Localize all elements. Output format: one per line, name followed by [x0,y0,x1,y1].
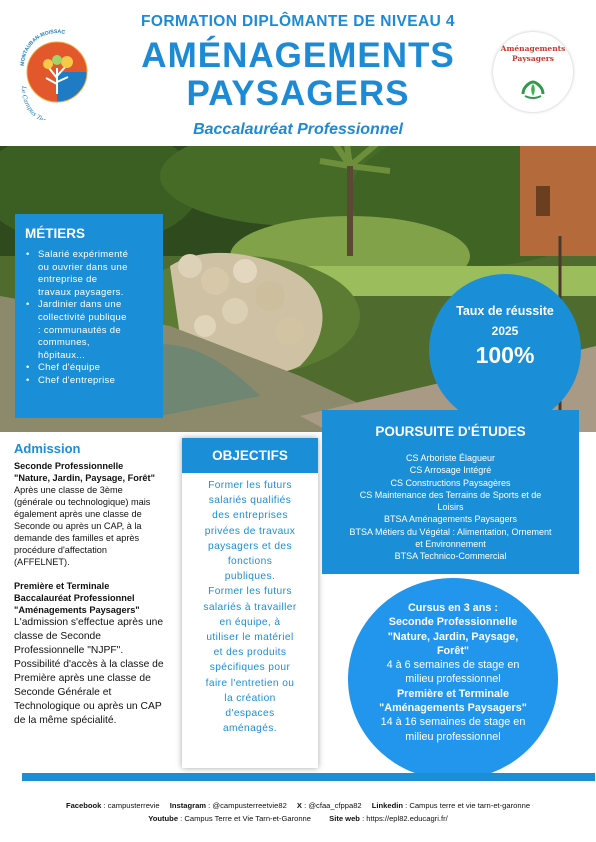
objectifs-title: OBJECTIFS [182,438,318,473]
admission-seconde-line: Après une classe de 3ème [14,485,123,495]
admission-title: Admission [14,441,81,456]
objectifs-line: Former les futurs [208,480,292,491]
admission-premiere-line: Première après une classe de [14,673,151,684]
page-title [120,37,476,113]
objectifs-text [194,478,306,736]
admission-premiere-line: de la même spécialité. [14,715,117,726]
facebook-link[interactable]: : campusterrevie [101,801,160,810]
cursus-circle [348,578,558,780]
objectifs-line: salariés qualifiés [208,495,292,507]
poursuite-item: BTSA Métiers du Végétal : Alimentation, Ornement [349,526,552,537]
formation-level: FORMATION DIPLÔMANTE DE NIVEAU 4 [141,13,455,30]
objectifs-line: d'espaces [225,708,275,720]
metiers-list [25,249,153,388]
poursuite-title: POURSUITE D'ÉTUDES [375,424,526,439]
objectifs-line: publiques. [224,571,276,583]
admission-seconde-line: (générale ou technologique) mais [14,497,151,507]
admission-seconde-line: demande des familles et après [14,533,140,543]
poursuite-etudes-box [322,410,579,574]
cursus-stage-1-line-2: milieu professionnel [405,673,501,686]
metiers-line: • Chef d'équipe [38,362,101,374]
cursus-stage-2-line-1: 14 à 16 semaines de stage en [380,716,526,729]
logo-arc-bottom: Le Campus Te [19,85,45,120]
success-rate-value: 100% [475,342,535,368]
cursus-stage-2-line-2: milieu professionnel [405,730,501,743]
poursuite-item: CS Constructions Paysagères [390,477,511,488]
admission-premiere-specialty: "Aménagements Paysagers" [14,605,140,615]
plant-hand-icon [519,78,547,102]
poursuite-item: et Environnement [415,539,486,550]
footer [0,800,596,825]
metiers-line: • Jardinier dans une [38,299,122,311]
objectifs-line: et des produits [213,647,287,659]
metiers-box [15,214,163,418]
footer-line-1 [0,800,596,813]
objectifs-line: des entreprises [212,510,288,522]
badge-line-1: Aménagements [500,44,566,53]
instagram-label: Instagram [169,801,207,810]
objectifs-line: Former les futurs [208,586,292,598]
admission-seconde-line: (AFFELNET). [14,557,70,567]
cursus-njpf-line-2: Forêt" [436,644,470,657]
metiers-item [25,299,153,362]
x-label: X [296,801,302,810]
cursus-title: Cursus en 3 ans : [407,602,498,614]
objectifs-line: salariés à travailler [203,601,297,613]
objectifs-line: en équipe, à [219,616,281,628]
objectifs-line: la création [224,692,276,704]
youtube-label: Youtube [148,813,179,823]
linkedin-label: Linkedin [371,801,403,810]
metiers-line: hôpitaux... [38,349,86,361]
admission-seconde-title: Seconde Professionnelle [14,461,124,471]
admission-premiere-line: Professionnelle "NJPF". [14,645,124,656]
metiers-item [25,249,153,299]
admission-premiere-bac: Baccalauréat Professionnel [14,593,135,603]
objectifs-line: faire l'entretien ou [205,677,295,689]
youtube-link[interactable]: : Campus Terre et Vie Tarn-et-Garonne [178,813,312,823]
metiers-line: collectivité publique [38,311,127,323]
admission-seconde-line: procédure d'affectation [14,545,108,555]
admission-seconde-line: également après une classe de [14,509,142,519]
metiers-line: • Salarié expérimenté [38,249,129,260]
metiers-title: MÉTIERS [25,226,86,241]
metiers-line: ou ouvrier dans une [38,261,128,273]
divider-bar [22,773,595,781]
title-line-2: PAYSAGERS [186,74,410,113]
admission-premiere-title: Première et Terminale [14,581,110,591]
objectifs-line: privées de travaux [204,525,296,537]
poursuite-item: CS Arrosage Intégré [409,465,492,476]
objectifs-line: paysagers et des [208,540,292,552]
x-link[interactable]: : @cfaa_cfppa82 [302,801,362,810]
cursus-stage-1-line-1: 4 à 6 semaines de stage en [386,659,520,672]
web-label: Site web [329,813,360,823]
badge-line-2: Paysagers [512,54,554,63]
metiers-line: travaux paysagers. [38,286,124,298]
objectifs-line: utiliser le matériel [206,632,294,644]
metiers-line: communes, [38,337,90,349]
objectifs-card [182,438,318,768]
cursus-premiere: Première et Terminale [396,687,510,700]
metiers-item [25,362,153,375]
admission-premiere-line: classe de Seconde [14,631,102,642]
admission-premiere-line: Technologique ou après un CAP [14,701,162,712]
cursus-seconde: Seconde Professionnelle [388,616,518,629]
admission-seconde-subtitle: "Nature, Jardin, Paysage, Forêt" [14,473,155,483]
cursus-ap: "Aménagements Paysagers" [379,702,527,715]
poursuite-item: CS Arboriste Élagueur [405,453,496,463]
success-rate-label: Taux de réussite [456,304,554,318]
admission-premiere-line: Seconde Générale et [14,687,112,698]
metiers-item [25,375,153,388]
website-link[interactable]: : https://epl82.educagri.fr/ [359,813,448,823]
diploma-subtitle: Baccalauréat Professionnel [193,121,403,138]
objectifs-line: aménagés. [222,723,277,735]
footer-line-2 [0,813,596,826]
linkedin-link[interactable]: : Campus terre et vie tarn-et-garonne [403,801,531,810]
cursus-njpf-line-1: "Nature, Jardin, Paysage, [387,630,519,643]
campus-logo [16,22,98,120]
objectifs-line: fonctions [227,556,273,568]
instagram-link[interactable]: : @campusterreetvie82 [206,801,287,810]
poursuite-item: BTSA Technico-Commercial [394,551,507,562]
admission-seconde-line: Seconde ou après un CAP, à la [14,521,142,531]
facebook-label: Facebook [65,801,102,810]
logo-arc-top: MONTAUBAN-MOISSAC [19,28,66,67]
success-rate-year: 2025 [491,324,519,338]
poursuite-item: CS Maintenance des Terrains de Sports et de [359,489,542,500]
metiers-line: entreprise de [38,274,98,286]
admission-premiere-line: Possibilité d'accès à la classe de [14,659,164,670]
objectifs-line: spécifiques pour [209,662,291,674]
amenagements-paysagers-badge [493,32,573,112]
poursuite-item: Loisirs [437,502,464,513]
header [0,0,596,146]
success-rate-circle [429,274,581,426]
admission-section [14,441,177,728]
metiers-line: • Chef d'entreprise [38,374,116,386]
admission-premiere-line: L'admission s'effectue après une [14,617,164,628]
poursuite-item: BTSA Aménagements Paysagers [383,514,518,525]
metiers-line: : communautés de [38,324,121,336]
title-line-1: AMÉNAGEMENTS [141,36,455,75]
